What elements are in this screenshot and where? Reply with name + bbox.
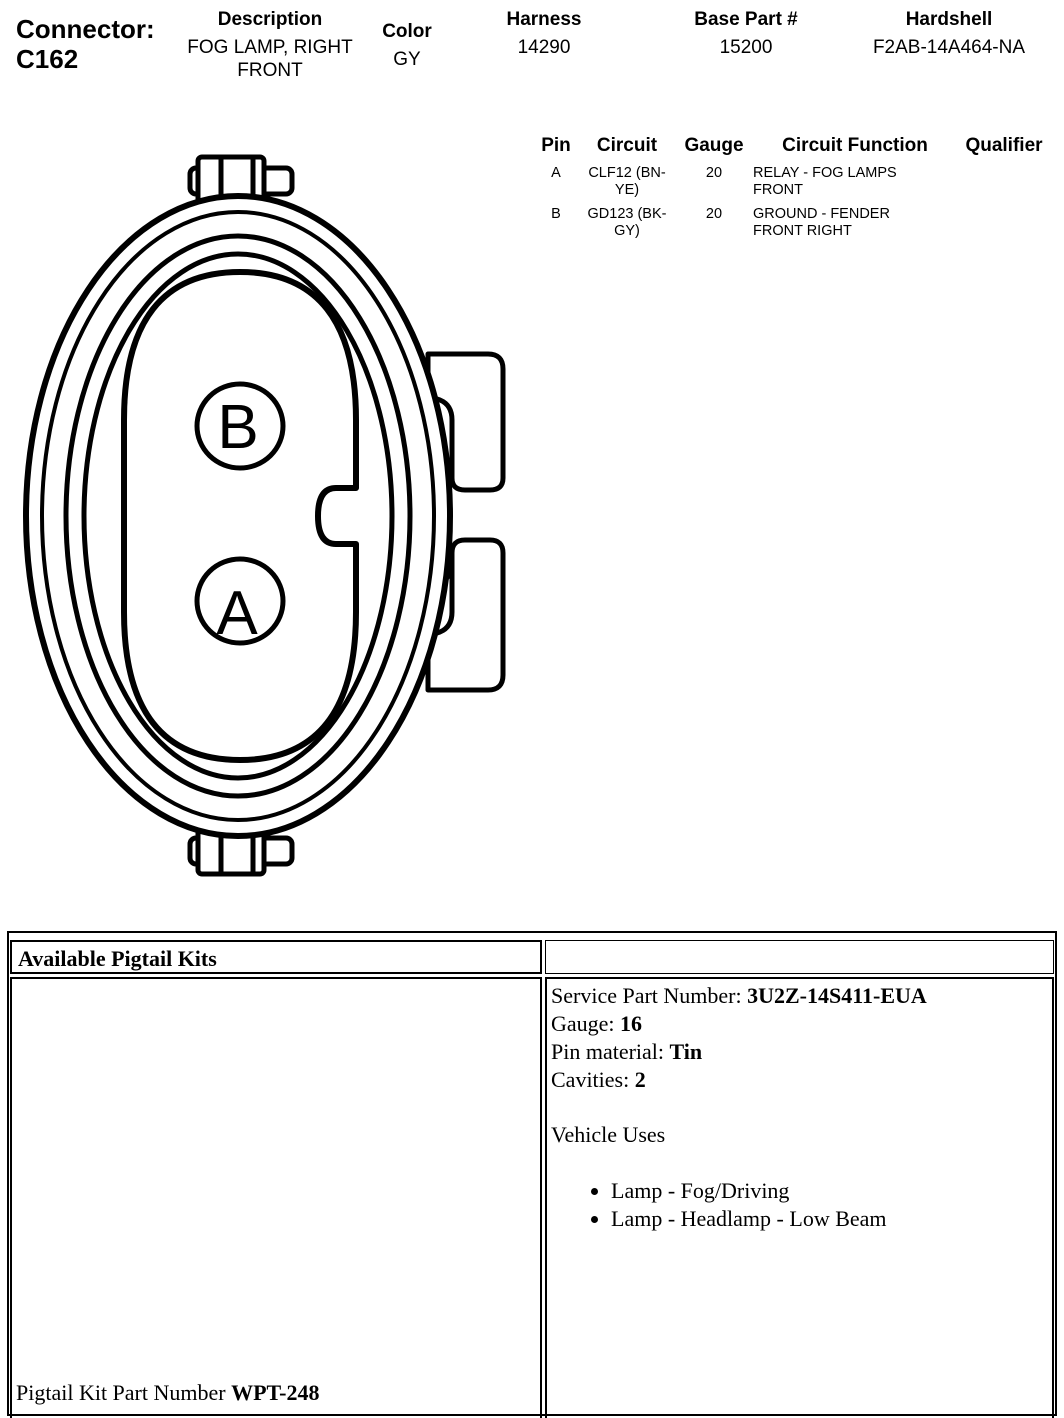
hardshell-value: F2AB-14A464-NA: [872, 37, 1026, 58]
vehicle-use-item: • Lamp - Headlamp - Low Beam: [611, 1205, 1048, 1233]
row-a-function-line1: RELAY - FOG LAMPS: [753, 165, 897, 181]
vehicle-uses-label: Vehicle Uses: [551, 1122, 666, 1147]
connector-face-diagram: [0, 0, 560, 900]
row-b-function-line2: FRONT RIGHT: [753, 223, 852, 239]
cavities-value: 2: [634, 1067, 646, 1092]
circuit-header: Circuit: [596, 135, 658, 156]
qualifier-header: Qualifier: [965, 135, 1043, 156]
cavities-line: [551, 1066, 1048, 1094]
pin-b-label: B: [217, 393, 259, 462]
pin-material-line: [551, 1038, 1048, 1066]
pigtail-kit-part-label: Pigtail Kit Part Number: [16, 1380, 232, 1405]
function-header: Circuit Function: [782, 135, 928, 156]
vehicle-uses-list: [551, 1177, 1048, 1233]
pigtail-details-cell: [545, 977, 1054, 1418]
row-b-gauge: 20: [705, 206, 723, 222]
gauge-header: Gauge: [684, 135, 744, 156]
row-a-function: [753, 165, 953, 199]
color-value: GY: [393, 49, 421, 70]
row-b-circuit-line2: GY): [614, 223, 640, 239]
row-b-pin: B: [551, 206, 561, 222]
pin-material-value: Tin: [669, 1039, 703, 1064]
pigtail-title-cell: [10, 940, 542, 974]
hardshell-label: Hardshell: [905, 9, 993, 30]
cavities-label: Cavities:: [551, 1067, 635, 1092]
description-label: Description: [217, 9, 323, 30]
row-b-function-line1: GROUND - FENDER: [753, 206, 890, 222]
row-a-circuit-line2: YE): [614, 182, 640, 198]
row-a-gauge: 20: [705, 165, 723, 181]
hardshell-column: [855, 9, 1043, 59]
base-part-column: [660, 9, 832, 59]
description-value-line1: FOG LAMP, RIGHT: [187, 37, 353, 58]
service-part-line: [551, 982, 1048, 1010]
pigtail-title: Available Pigtail Kits: [18, 946, 217, 971]
row-a-circuit-line1: CLF12 (BN-: [588, 165, 666, 181]
harness-value: 14290: [517, 37, 571, 58]
harness-label: Harness: [506, 9, 582, 30]
service-part-value: 3U2Z-14S411-EUA: [747, 983, 927, 1008]
row-a-function-line2: FRONT: [753, 182, 803, 198]
row-b-function: [753, 206, 953, 240]
base-part-value: 15200: [719, 37, 773, 58]
row-b-circuit: [580, 206, 674, 240]
pin-table: [530, 135, 1060, 250]
vehicle-use-item: • Lamp - Fog/Driving: [611, 1177, 1048, 1205]
row-b-circuit-line1: GD123 (BK-: [587, 206, 667, 222]
pin-header: Pin: [541, 135, 571, 156]
pin-material-label: Pin material:: [551, 1039, 670, 1064]
row-a-pin: A: [551, 165, 561, 181]
pigtail-kit-part-line: [16, 1379, 320, 1407]
pigtail-header-empty-cell: [545, 940, 1054, 974]
connector-label: Connector:: [16, 14, 155, 44]
row-a-circuit: [580, 165, 674, 199]
gauge-value: 16: [620, 1011, 643, 1036]
base-part-label: Base Part #: [694, 9, 798, 30]
pigtail-kit-cell: [10, 977, 542, 1418]
pin-a-label: A: [216, 579, 258, 648]
gauge-label: Gauge:: [551, 1011, 621, 1036]
gauge-line: [551, 1010, 1048, 1038]
description-value-line2: FRONT: [237, 60, 303, 81]
color-label: Color: [382, 21, 432, 42]
service-part-label: Service Part Number:: [551, 983, 748, 1008]
connector-id: C162: [16, 44, 79, 74]
pigtail-kit-part-value: WPT-248: [231, 1380, 320, 1405]
